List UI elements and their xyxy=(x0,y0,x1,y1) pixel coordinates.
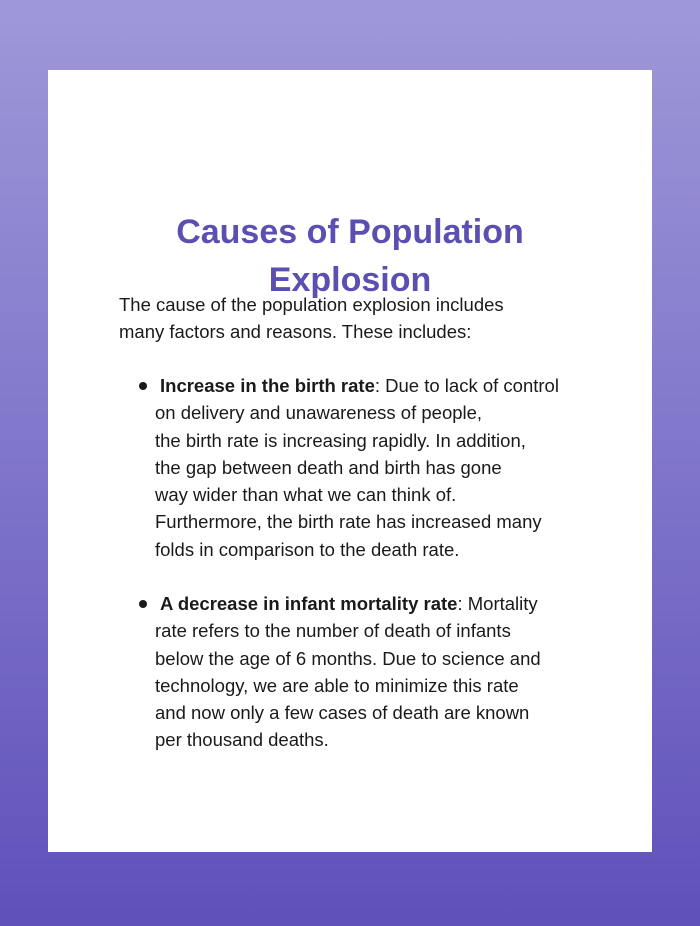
item-line: the gap between death and birth has gone xyxy=(155,456,502,478)
item-line: technology, we are able to minimize this rate xyxy=(155,674,519,696)
page-title xyxy=(48,208,652,304)
item-text: : Mortality xyxy=(457,593,538,614)
item-heading: Increase in the birth rate xyxy=(160,375,375,396)
item-line: rate refers to the number of death of infants xyxy=(155,620,511,642)
item-line: the birth rate is increasing rapidly. In addition, xyxy=(155,429,526,451)
bullet-icon xyxy=(139,382,147,390)
list-item-birth-rate xyxy=(155,372,559,563)
item-line: per thousand deaths. xyxy=(155,729,329,751)
intro-paragraph xyxy=(119,291,504,346)
intro-line: many factors and reasons. These includes: xyxy=(119,321,472,343)
item-line: way wider than what we can think of. xyxy=(155,484,457,506)
item-line: Furthermore, the birth rate has increased many xyxy=(155,511,542,533)
item-line: folds in comparison to the death rate. xyxy=(155,538,460,560)
content-card xyxy=(48,70,652,852)
item-heading: A decrease in infant mortality rate xyxy=(160,593,458,614)
title-line: Causes of Population xyxy=(176,213,524,251)
item-line: and now only a few cases of death are known xyxy=(155,702,530,724)
item-line: on delivery and unawareness of people, xyxy=(155,402,483,424)
title-line: Explosion xyxy=(268,261,432,299)
bullet-icon xyxy=(139,600,147,608)
list-item-infant-mortality xyxy=(155,590,541,754)
item-text: : Due to lack of control xyxy=(374,375,559,396)
item-line: below the age of 6 months. Due to science and xyxy=(155,647,541,669)
intro-line: The cause of the population explosion includes xyxy=(119,294,504,315)
